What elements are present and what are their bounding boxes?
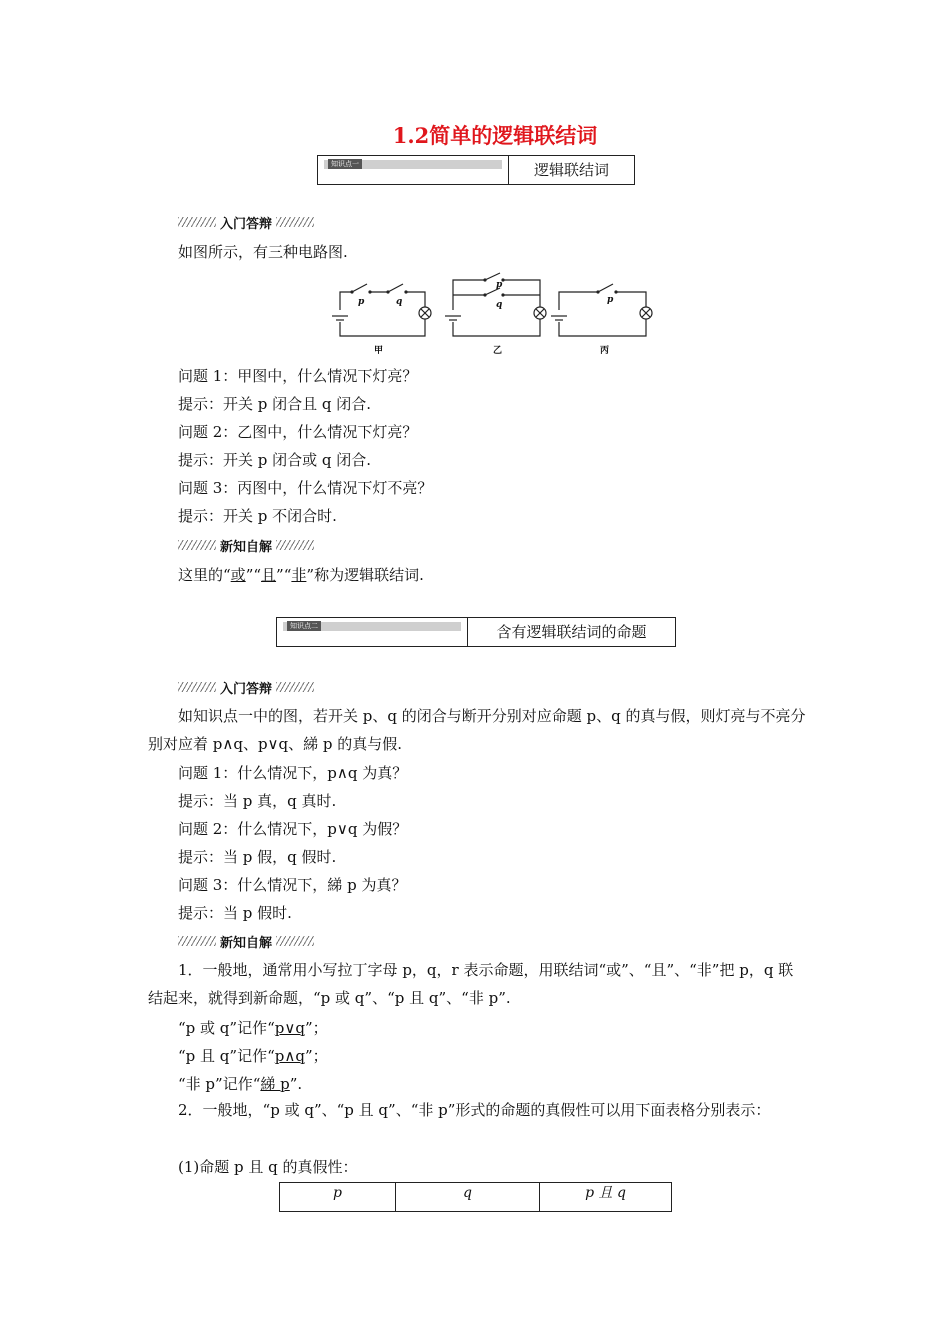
qa1-line: 提示：开关 p 不闭合时. [178, 507, 337, 525]
knowledge-point-2-box [276, 617, 676, 647]
connective-and: 且 [261, 566, 277, 584]
qa2-line: 问题 2：什么情况下，p∨q 为假？ [178, 820, 408, 838]
knowledge-point-1-box [317, 155, 635, 185]
circuit-label-yi: 乙 [493, 346, 503, 356]
page-title: 1.2简单的逻辑联结词 [392, 123, 598, 148]
section-heading-new-1: 新知自解 [178, 538, 314, 552]
switch-label-p: p [496, 280, 503, 290]
qa1-line: 提示：开关 p 闭合或 q 闭合. [178, 451, 372, 469]
switch-label-p: p [358, 297, 365, 307]
table-row [280, 1183, 672, 1212]
qa2-line: 提示：当 p 假，q 假时. [178, 848, 337, 866]
paragraph-2: 2．一般地，“p 或 q”、“p 且 q”、“非 p”形式的命题的真假性可以用下面表格分别表示： [178, 1101, 771, 1119]
qa2-line: 提示：当 p 假时. [178, 904, 292, 922]
circuit-label-bing: 丙 [600, 346, 610, 356]
notation-and: “p 且 q”记作“p∧q”； [178, 1047, 328, 1065]
intro-text-1: 如图所示，有三种电路图. [178, 243, 348, 261]
qa1-line: 问题 1：甲图中，什么情况下灯亮？ [178, 367, 418, 385]
connective-or: 或 [230, 566, 246, 584]
table-header-cell: q [396, 1183, 540, 1212]
truth-table-and [279, 1182, 672, 1212]
intro-text-2: 如知识点一中的图，若开关 p、q 的闭合与断开分别对应命题 p、q 的真与假，则灯亮与不亮分别对应着 p∧q、p∨q、綈 p 的真与假. [148, 707, 806, 753]
notation-not: “非 p”记作“綈 p”. [178, 1075, 303, 1093]
switch-label-p: p [607, 295, 614, 305]
circuit-diagrams [330, 270, 670, 360]
connective-sentence: 这里的“或”“且”“非”称为逻辑联结词. [178, 566, 424, 584]
section-heading-new-2: 新知自解 [178, 934, 314, 948]
section-heading-intro-2: 入门答辩 [178, 680, 314, 694]
knowledge-point-name: 逻辑联结词 [533, 161, 609, 179]
knowledge-point-tag: 知识点二 [277, 618, 468, 646]
knowledge-point-tag: 知识点一 [318, 156, 509, 184]
qa1-line: 问题 3：丙图中，什么情况下灯不亮？ [178, 479, 433, 497]
knowledge-point-name: 含有逻辑联结词的命题 [496, 623, 647, 641]
notation-or: “p 或 q”记作“p∨q”； [178, 1019, 328, 1037]
circuit-label-jia: 甲 [374, 346, 384, 356]
connective-not: 非 [291, 566, 307, 584]
table-header-cell: p 且 q [540, 1183, 672, 1212]
paragraph-1: 1．一般地，通常用小写拉丁字母 p，q，r 表示命题，用联结词“或”、“且”、“非”把 p，q 联结起来，就得到新命题，“p 或 q”、“p 且 q”、“非 p”. [148, 961, 794, 1007]
qa1-line: 问题 2：乙图中，什么情况下灯亮？ [178, 423, 418, 441]
qa2-line: 提示：当 p 真，q 真时. [178, 792, 337, 810]
table-header-cell: p [280, 1183, 396, 1212]
switch-label-q: q [396, 297, 403, 307]
switch-label-q: q [496, 300, 503, 310]
qa2-line: 问题 1：什么情况下，p∧q 为真？ [178, 764, 408, 782]
qa2-line: 问题 3：什么情况下，綈 p 为真？ [178, 876, 407, 894]
section-heading-intro-1: 入门答辩 [178, 215, 314, 229]
sub-heading-1: (1)命题 p 且 q 的真假性： [178, 1158, 358, 1176]
qa1-line: 提示：开关 p 闭合且 q 闭合. [178, 395, 372, 413]
